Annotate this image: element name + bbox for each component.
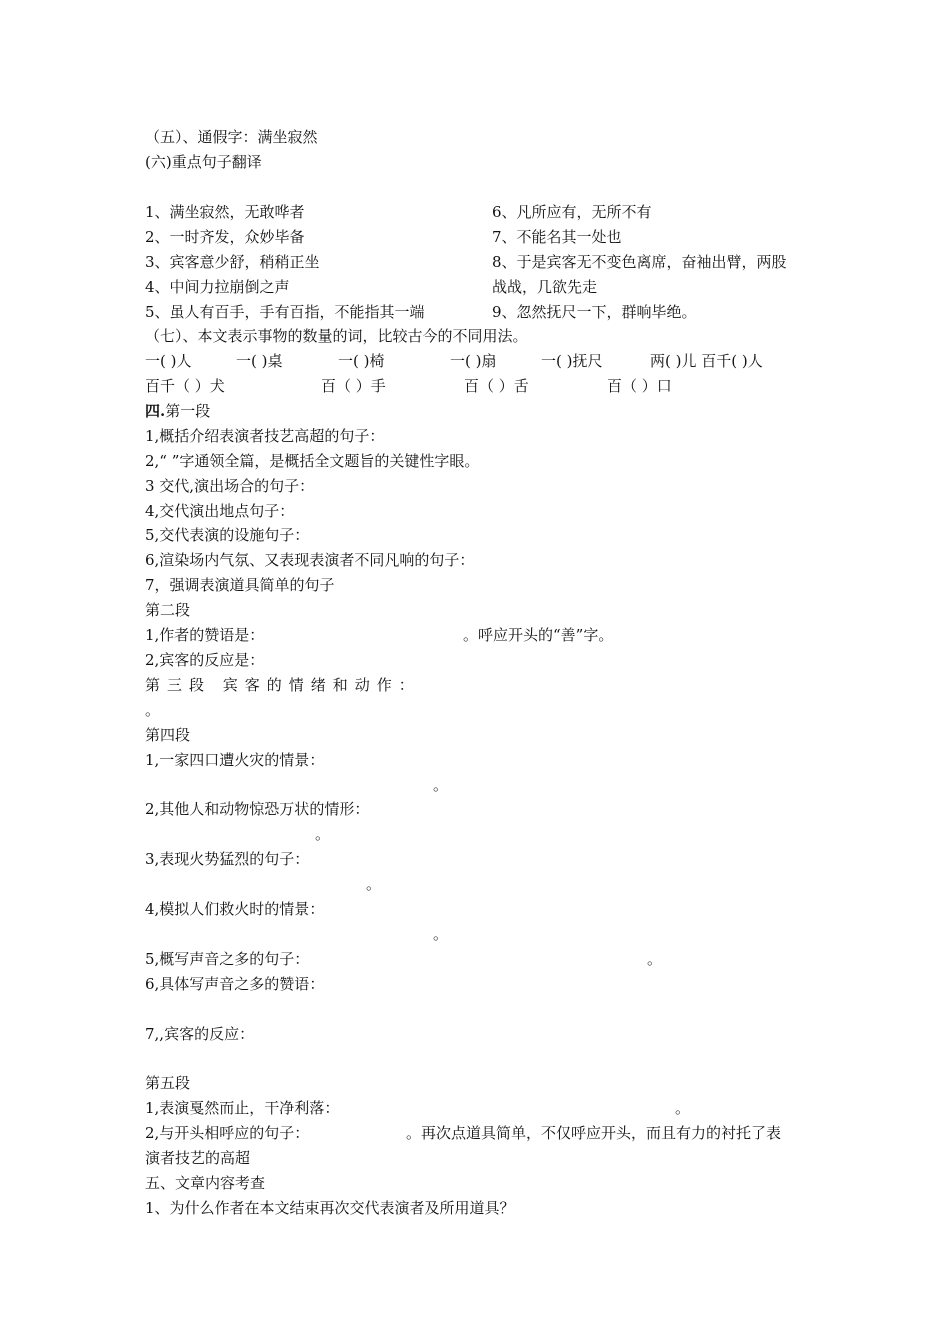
- period-mark: 。: [433, 925, 449, 943]
- translation-item: 战战，几欲先走: [492, 278, 598, 296]
- period-mark: 。: [315, 825, 331, 843]
- list-item: 1,作者的赞语是：: [145, 626, 265, 644]
- question-item: 1、为什么作者在本文结束再次交代表演者及所用道具？: [145, 1199, 515, 1217]
- list-item-continuation: 演者技艺的高超: [145, 1149, 251, 1167]
- list-item: 5,概写声音之多的句子：: [145, 950, 310, 968]
- list-item: 6,具体写声音之多的赞语：: [145, 975, 325, 993]
- quantity-item: 一( )椅: [338, 352, 385, 370]
- quantity-item: 一( )扇: [450, 352, 497, 370]
- quantity-item: 一( )抚尺: [541, 352, 603, 370]
- list-item: 2,宾客的反应是：: [145, 651, 265, 669]
- para2-title: 第二段: [145, 601, 191, 619]
- part4-heading: [145, 401, 210, 421]
- quantity-item: 百（ ）舌: [464, 377, 529, 395]
- quantity-item: 一( )桌: [236, 352, 283, 370]
- section7-title: （七）、本文表示事物的数量的词，比较古今的不同用法。: [145, 327, 528, 345]
- quantity-item: 百（ ）手: [321, 377, 386, 395]
- quantity-item: 两( )儿 百千( )人: [650, 352, 763, 370]
- translation-item: 8、于是宾客无不变色离席，奋袖出臂，两股: [492, 253, 787, 271]
- list-item: 1,概括介绍表演者技艺高超的句子：: [145, 427, 385, 445]
- list-item: 7,,宾客的反应：: [145, 1025, 255, 1043]
- quantity-item: 百千（ ）犬: [145, 377, 225, 395]
- section-five-title: 五、文章内容考查: [145, 1174, 266, 1192]
- list-item: 4,模拟人们救火时的情景：: [145, 900, 325, 918]
- para3-title: 第三段 宾客的情绪和动作：: [145, 676, 421, 694]
- list-item: 2,与开头相呼应的句子：: [145, 1124, 310, 1142]
- para1-title: 第一段: [165, 402, 211, 420]
- translation-item: 6、凡所应有，无所不有: [492, 203, 652, 221]
- list-item: 4,交代演出地点句子：: [145, 502, 295, 520]
- list-item: 7，强调表演道具简单的句子: [145, 576, 335, 594]
- section6-title: (六)重点句子翻译: [145, 153, 262, 171]
- section5-title: （五）、通假字：满坐寂然: [145, 128, 318, 146]
- translation-item: 5、虽人有百手，手有百指，不能指其一端: [145, 303, 425, 321]
- part4-label: 四.: [145, 402, 166, 420]
- period-mark: 。: [366, 875, 382, 893]
- translation-item: 9、忽然抚尺一下，群响毕绝。: [492, 303, 697, 321]
- list-item-continuation: 。再次点道具简单，不仅呼应开头，而且有力的衬托了表: [406, 1124, 782, 1142]
- period-mark: 。: [433, 776, 449, 794]
- list-item: 3,表现火势猛烈的句子：: [145, 850, 310, 868]
- period-mark: 。: [675, 1099, 691, 1117]
- list-item: 6,渲染场内气氛、又表现表演者不同凡响的句子：: [145, 551, 475, 569]
- translation-item: 2、一时齐发，众妙毕备: [145, 228, 305, 246]
- translation-item: 3、宾客意少舒，稍稍正坐: [145, 253, 320, 271]
- translation-item: 4、中间力拉崩倒之声: [145, 278, 290, 296]
- list-item: 1,一家四口遭火灾的情景：: [145, 751, 325, 769]
- para4-title: 第四段: [145, 726, 191, 744]
- translation-item: 7、不能名其一处也: [492, 228, 622, 246]
- list-item-end: 。呼应开头的“善”字。: [463, 626, 614, 644]
- period-mark: 。: [145, 701, 161, 719]
- list-item: 2,其他人和动物惊恐万状的情形：: [145, 800, 370, 818]
- para5-title: 第五段: [145, 1074, 191, 1092]
- translation-item: 1、满坐寂然，无敢哗者: [145, 203, 305, 221]
- list-item: 3 交代,演出场合的句子：: [145, 477, 315, 495]
- quantity-item: 百（ ）口: [607, 377, 672, 395]
- quantity-item: 一( )人: [145, 352, 192, 370]
- list-item: 2,“ ”字通领全篇，是概括全文题旨的关键性字眼。: [145, 452, 480, 470]
- list-item: 5,交代表演的设施句子：: [145, 526, 310, 544]
- period-mark: 。: [647, 950, 663, 968]
- list-item: 1,表演戛然而止，干净利落：: [145, 1099, 340, 1117]
